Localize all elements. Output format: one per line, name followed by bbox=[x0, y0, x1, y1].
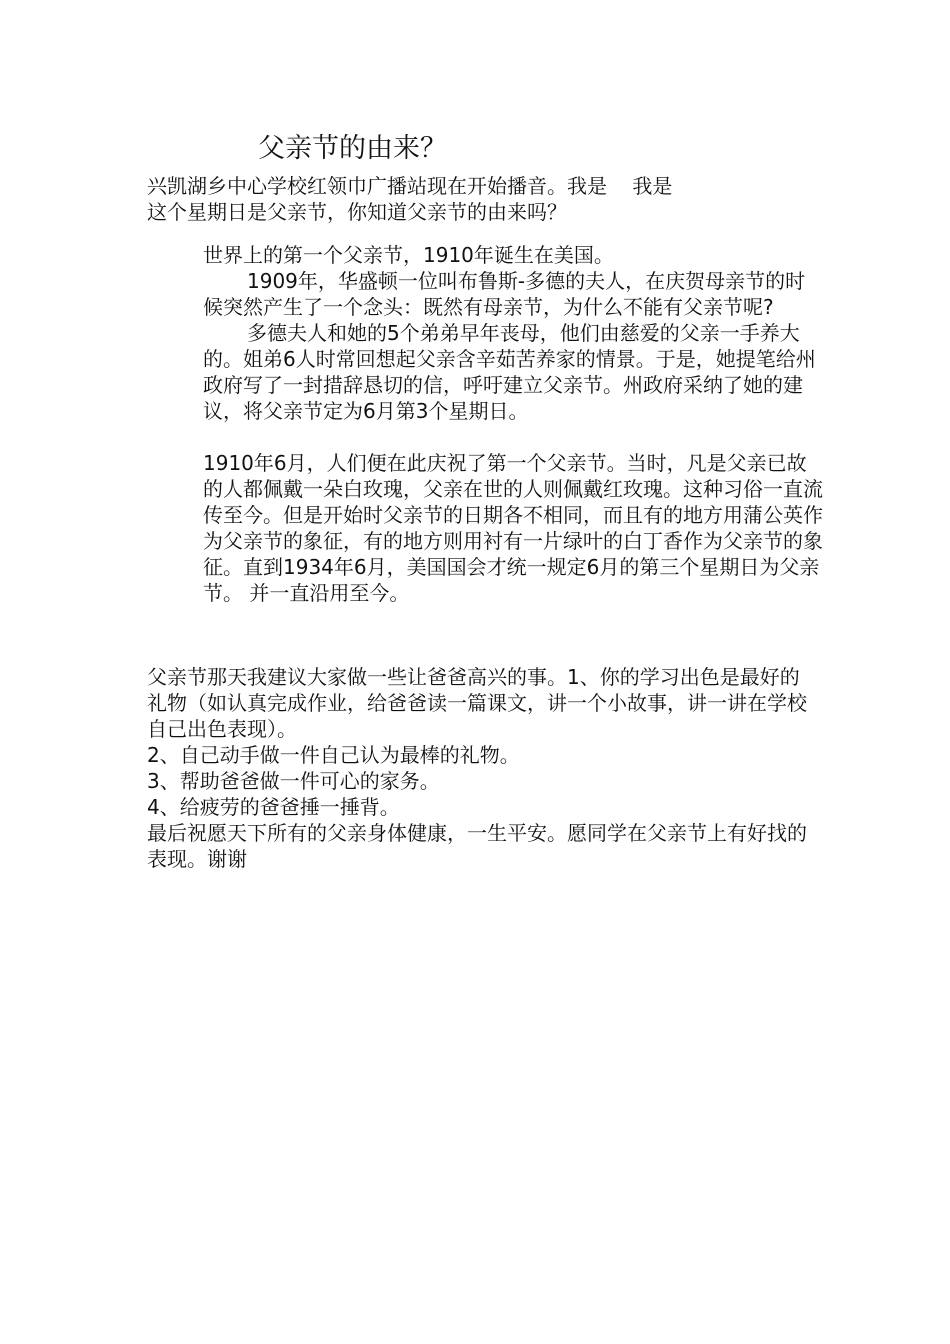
history-paragraph-3: 多德夫人和她的5个弟弟早年丧母，他们由慈爱的父亲一手养大的。姐弟6人时常回想起父亲含辛茹苦养家的情景。于是，她提笔给州政府写了一封措辞恳切的信，呼吁建立父亲节。州政府采纳了她的建议，将父亲节定为6月第3个星期日。 bbox=[203, 321, 816, 423]
history-block bbox=[203, 242, 825, 606]
intro-line: 这个星期日是父亲节，你知道父亲节的由来吗？ bbox=[147, 200, 567, 224]
suggestion-item-3: 3、帮助爸爸做一件可心的家务。 bbox=[147, 769, 440, 793]
suggestion-intro: 父亲节那天我建议大家做一些让爸爸高兴的事。1、你的学习出色是最好的礼物（如认真完成作业，给爸爸读一篇课文，讲一个小故事，讲一讲在学校自己出色表现）。 bbox=[147, 665, 807, 741]
history-paragraph-4: 1910年6月，人们便在此庆祝了第一个父亲节。当时，凡是父亲已故的人都佩戴一朵白玫瑰，父亲在世的人则佩戴红玫瑰。这种习俗一直流传至今。但是开始时父亲节的日期各不相同，而且有的地方用蒲公英作为父亲节的象征，有的地方则用衬有一片绿叶的白丁香作为父亲节的象征。直到1934年6月，美国国会才统一规定6月的第三个星期日为父亲节。 并一直沿用至今。 bbox=[203, 451, 823, 605]
paragraph-spacer bbox=[203, 424, 825, 450]
document-title: 父亲节的由来？ bbox=[258, 133, 447, 164]
suggestion-item-2: 2、自己动手做一件自己认为最棒的礼物。 bbox=[147, 743, 520, 767]
intro-line: 兴凯湖乡中心学校红领巾广播站现在开始播音。我是 我是 bbox=[147, 174, 673, 198]
suggestion-item-4: 4、给疲劳的爸爸捶一捶背。 bbox=[147, 795, 400, 819]
closing-wish: 最后祝愿天下所有的父亲身体健康，一生平安。愿同学在父亲节上有好找的表现。谢谢 bbox=[147, 821, 807, 871]
suggestions-block bbox=[147, 664, 813, 872]
intro-block bbox=[147, 173, 787, 225]
history-paragraph-2: 1909年，华盛顿一位叫布鲁斯-多德的夫人，在庆贺母亲节的时候突然产生了一个念头：既然有母亲节，为什么不能有父亲节呢? bbox=[203, 269, 806, 319]
history-paragraph-1: 世界上的第一个父亲节，1910年诞生在美国。 bbox=[203, 243, 614, 267]
